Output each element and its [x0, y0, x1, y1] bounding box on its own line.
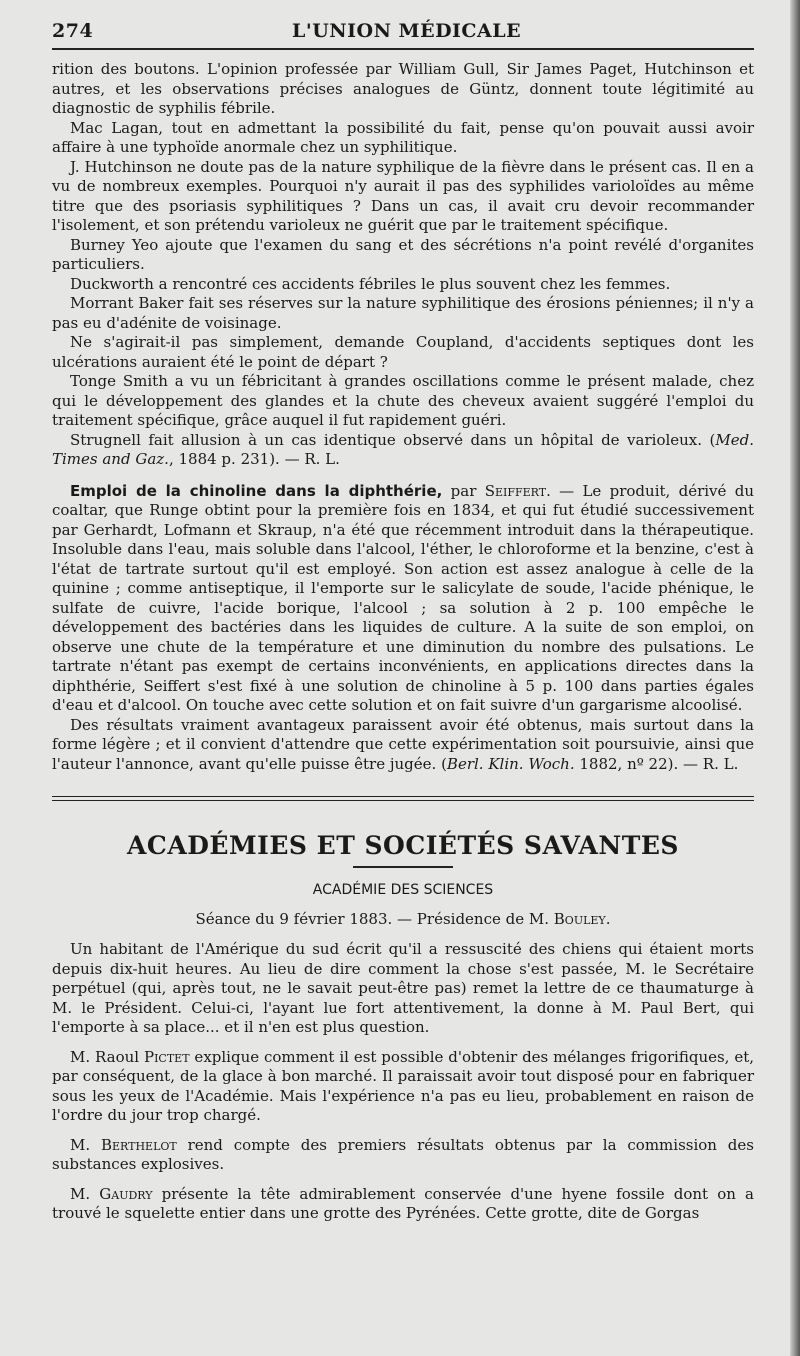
subsection-title: ACADÉMIE DES SCIENCES — [312, 882, 494, 898]
running-header — [52, 20, 754, 42]
person-name: Pictet — [143, 1047, 190, 1066]
page-number: 274 — [52, 20, 94, 42]
text: M. — [70, 1184, 100, 1203]
paragraph: Duckworth a rencontré ces accidents fébriles le plus souvent chez les femmes. — [70, 274, 671, 293]
paragraph — [52, 431, 754, 470]
text: , 1884 p. 231). — R. L. — [168, 450, 340, 468]
text: Des résultats vraiment avantageux paraissent avoir été obtenus, mais surtout dans la forme légère ; et il convient d'attendre que cette expérimentation soit poursuivie, ainsi que l'auteur l'annonce, avant qu'elle puisse être jugée. ( — [52, 715, 754, 773]
page-edge-shadow — [790, 0, 800, 1356]
paragraph: Mac Lagan, tout en admettant la possibilité du fait, pense qu'on pouvait aussi avoir affaire à une typhoïde anormale chez un syphilitique. — [52, 118, 754, 156]
text: explique comment il est possible d'obtenir des mélanges frigorifiques, et, par conséquent, de la glace à bon marché. Il paraissait avoir tout disposé pour en fabriquer sous les yeux de l'Académie. Mais l'expérience n'a pas eu lieu, probablement en raison de l'ordre du jour trop chargé. — [52, 1047, 755, 1124]
paragraph: Morrant Baker fait ses réserves sur la nature syphilitique des érosions péniennes; il n'y a pas eu d'adénite de voisinage. — [52, 294, 754, 332]
paragraph: Tonge Smith a vu un fébricitant à grandes oscillations comme le présent malade, chez qui le développement des glandes et la chute des cheveux avaient suggéré l'emploi du traitement spécifique, grâce auquel il fut rapidement guéri. — [52, 372, 754, 429]
person-name: Berthelot — [100, 1135, 177, 1154]
president-name: Bouley — [553, 910, 606, 928]
paragraph: J. Hutchinson ne doute pas de la nature syphilique de la fièvre dans le présent cas. Il en a vu de nombreux exemples. Pourquoi n'y aurait il pas des syphilides varioloïdes au même titre que des psoriasis syphilitiques ? Dans un cas, il avait cru devoir recommander l'isolement, et son prétendu varioleux ne guérit que par le traitement spécifique. — [52, 157, 754, 234]
source-citation: Berl. Klin. Woch. — [446, 754, 575, 773]
paragraph — [52, 1185, 754, 1224]
header-rule — [52, 48, 754, 50]
text: M. — [70, 1135, 101, 1154]
paragraph — [52, 716, 754, 775]
paragraph — [52, 1136, 754, 1175]
paragraph: Un habitant de l'Amérique du sud écrit qu'il a ressuscité des chiens qui étaient morts depuis dix-huit heures. Au lieu de dire comment la chose s'est passée, M. le Secrétaire perpétuel (qui, après tout, ne le savait peut-être pas) remet la lettre de ce thaumaturge à M. le Président. Celui-ci, l'ayant lue fort attentivement, la donne à M. Paul Bert, qui l'emporte à sa place... et il n'en est plus question. — [52, 940, 754, 1036]
text: 1882, nº 22). — R. L. — [574, 754, 739, 773]
paragraph — [52, 1048, 754, 1126]
paragraph: Burney Yeo ajoute que l'examen du sang et des sécrétions n'a point revélé d'organites particuliers. — [52, 235, 754, 273]
article-title: Emploi de la chinoline dans la diphthérie, — [70, 481, 443, 500]
text: Séance du 9 février 1883. — Présidence de M. — [195, 910, 554, 928]
text: rend compte des premiers résultats obtenus par la commission des substances explosives. — [52, 1135, 754, 1173]
text: M. Raoul — [70, 1047, 144, 1066]
paragraph: Ne s'agirait-il pas simplement, demande Coupland, d'accidents septiques dont les ulcérations auraient été le point de départ ? — [52, 333, 754, 371]
session-line — [52, 910, 754, 928]
journal-title: L'UNION MÉDICALE — [292, 20, 522, 42]
text: . — Le produit, dérivé du coaltar, que Runge obtint pour la première fois en 1834, et qui fut étudié successivement par Gerhardt, Lofmann et Skraup, n'a été que récemment introduit dans la thérapeutique. Insoluble dans l'eau, mais soluble dans l'alcool, l'éther, le chloroforme et la benzine, c'est à l'état de tartrate surtout qu'il est employé. Son action est assez analogue à celle de la quinine ; comme antiseptique, il l'emporte sur le salicylate de soude, l'acide phénique, le sulfate de cuivre, l'acide borique, l'alcool ; sa solution à 2 p. 100 empêche le développement des bactéries dans les liquides de culture. A la suite de son emploi, on observe une chute de la température et une diminution du nombre des pulsations. Le tartrate n'étant pas exempt de certains inconvénients, en applications directes dans la diphthérie, Seiffert s'est fixé à une solution de chinoline à 5 p. 100 dans parties égales d'eau et d'alcool. On touche avec cette solution et on fait suivre d'un gargarisme alcoolisé. — [52, 481, 754, 714]
article-paragraph — [52, 482, 754, 716]
title-underline — [353, 866, 453, 868]
source-citation: Med. Times and Gaz. — [52, 430, 754, 468]
text: . — [605, 910, 611, 928]
paragraph: rition des boutons. L'opinion professée par William Gull, Sir James Paget, Hutchinson et autres, et les observations précises analogues de Güntz, donnent toute légitimité au diagnostic de syphilis fébrile. — [52, 60, 754, 117]
text: présente la tête admirablement conservée d'une hyene fossile dont on a trouvé le squelette entier dans une grotte des Pyrénées. Cette grotte, dite de Gorgas — [52, 1184, 754, 1222]
text: Strugnell fait allusion à un cas identique observé dans un hôpital de varioleux. ( — [70, 430, 716, 449]
author-name: Seiffert — [484, 481, 547, 500]
section-title: ACADÉMIES ET SOCIÉTÉS SAVANTES — [127, 831, 679, 860]
text: par — [442, 481, 485, 500]
person-name: Gaudry — [99, 1184, 153, 1203]
section-divider — [52, 796, 754, 801]
